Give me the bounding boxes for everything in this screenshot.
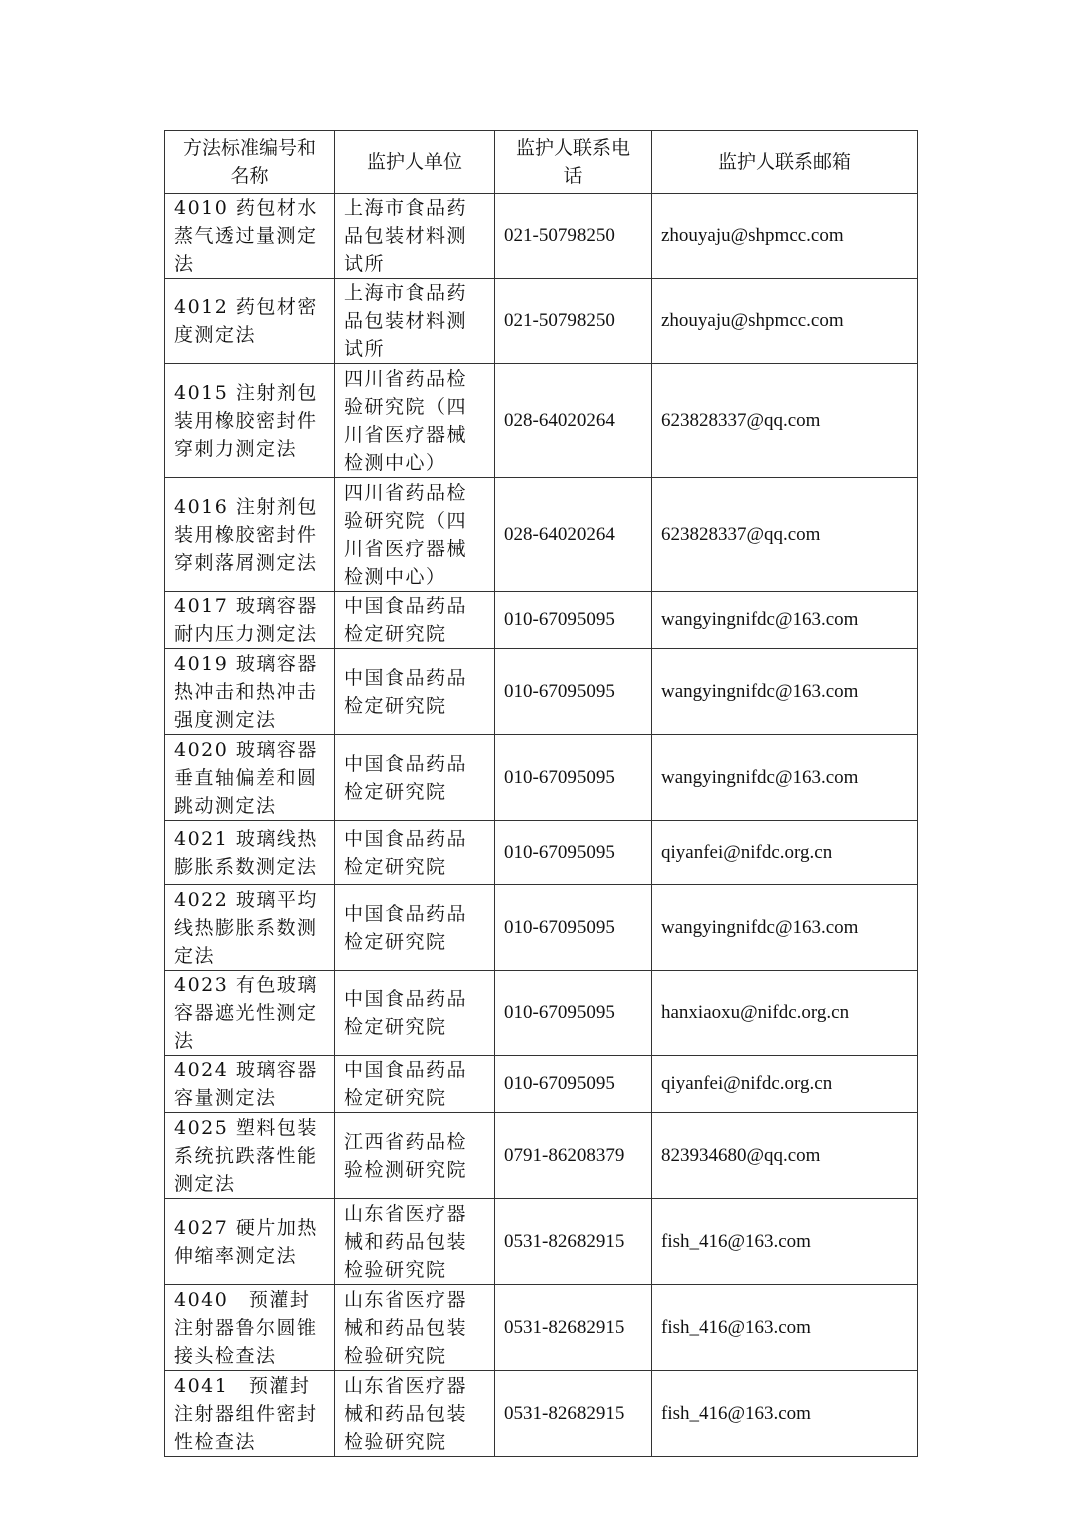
table-row [165,364,918,478]
unit-cell: 山东省医疗器械和药品包装检验研究院 [335,1371,495,1457]
header-method: 方法标准编号和名称 [165,131,335,194]
phone-cell: 028-64020264 [495,478,652,592]
email-cell: qiyanfei@nifdc.org.cn [652,821,918,885]
email-cell: 623828337@qq.com [652,364,918,478]
phone-cell: 010-67095095 [495,592,652,649]
method-cell: 4041 预灌封注射器组件密封性检查法 [165,1371,335,1457]
method-cell: 4016 注射剂包装用橡胶密封件穿刺落屑测定法 [165,478,335,592]
email-cell: wangyingnifdc@163.com [652,649,918,735]
method-cell: 4025 塑料包装系统抗跌落性能测定法 [165,1113,335,1199]
unit-cell: 中国食品药品检定研究院 [335,821,495,885]
table-row [165,1371,918,1457]
unit-cell: 江西省药品检验检测研究院 [335,1113,495,1199]
table-row [165,279,918,364]
email-cell: qiyanfei@nifdc.org.cn [652,1056,918,1113]
phone-cell: 010-67095095 [495,1056,652,1113]
phone-cell: 010-67095095 [495,821,652,885]
unit-cell: 中国食品药品检定研究院 [335,971,495,1056]
method-cell: 4027 硬片加热伸缩率测定法 [165,1199,335,1285]
table-row [165,592,918,649]
contacts-table [164,130,918,1457]
method-cell: 4019 玻璃容器热冲击和热冲击强度测定法 [165,649,335,735]
method-cell: 4024 玻璃容器容量测定法 [165,1056,335,1113]
email-cell: wangyingnifdc@163.com [652,735,918,821]
method-cell: 4022 玻璃平均线热膨胀系数测定法 [165,885,335,971]
phone-cell: 010-67095095 [495,735,652,821]
method-cell: 4023 有色玻璃容器遮光性测定法 [165,971,335,1056]
table-row [165,1199,918,1285]
method-cell: 4017 玻璃容器耐内压力测定法 [165,592,335,649]
header-email: 监护人联系邮箱 [652,131,918,194]
phone-cell: 0531-82682915 [495,1285,652,1371]
unit-cell: 四川省药品检验研究院（四川省医疗器械检测中心） [335,364,495,478]
phone-cell: 0791-86208379 [495,1113,652,1199]
method-cell: 4021 玻璃线热膨胀系数测定法 [165,821,335,885]
method-cell: 4010 药包材水蒸气透过量测定法 [165,194,335,279]
unit-cell: 上海市食品药品包装材料测试所 [335,279,495,364]
table-row [165,735,918,821]
email-cell: wangyingnifdc@163.com [652,592,918,649]
table-row [165,1285,918,1371]
email-cell: fish_416@163.com [652,1199,918,1285]
email-cell: fish_416@163.com [652,1371,918,1457]
table-body [165,194,918,1457]
table-row [165,885,918,971]
unit-cell: 中国食品药品检定研究院 [335,592,495,649]
method-cell: 4012 药包材密度测定法 [165,279,335,364]
method-cell: 4020 玻璃容器垂直轴偏差和圆跳动测定法 [165,735,335,821]
phone-cell: 010-67095095 [495,885,652,971]
table-row [165,194,918,279]
email-cell: 623828337@qq.com [652,478,918,592]
email-cell: fish_416@163.com [652,1285,918,1371]
phone-cell: 0531-82682915 [495,1199,652,1285]
phone-cell: 0531-82682915 [495,1371,652,1457]
email-cell: zhouyaju@shpmcc.com [652,194,918,279]
header-unit: 监护人单位 [335,131,495,194]
email-cell: wangyingnifdc@163.com [652,885,918,971]
email-cell: hanxiaoxu@nifdc.org.cn [652,971,918,1056]
table-row [165,821,918,885]
email-cell: 823934680@qq.com [652,1113,918,1199]
unit-cell: 中国食品药品检定研究院 [335,649,495,735]
phone-cell: 021-50798250 [495,279,652,364]
phone-cell: 010-67095095 [495,971,652,1056]
table-header-row [165,131,918,194]
header-phone: 监护人联系电话 [495,131,652,194]
phone-cell: 010-67095095 [495,649,652,735]
unit-cell: 中国食品药品检定研究院 [335,735,495,821]
email-cell: zhouyaju@shpmcc.com [652,279,918,364]
unit-cell: 四川省药品检验研究院（四川省医疗器械检测中心） [335,478,495,592]
table-row [165,1056,918,1113]
table-row [165,971,918,1056]
method-cell: 4015 注射剂包装用橡胶密封件穿刺力测定法 [165,364,335,478]
unit-cell: 中国食品药品检定研究院 [335,885,495,971]
unit-cell: 山东省医疗器械和药品包装检验研究院 [335,1199,495,1285]
unit-cell: 中国食品药品检定研究院 [335,1056,495,1113]
table-row [165,478,918,592]
table-row [165,649,918,735]
method-cell: 4040 预灌封注射器鲁尔圆锥接头检查法 [165,1285,335,1371]
phone-cell: 021-50798250 [495,194,652,279]
unit-cell: 上海市食品药品包装材料测试所 [335,194,495,279]
table-row [165,1113,918,1199]
phone-cell: 028-64020264 [495,364,652,478]
unit-cell: 山东省医疗器械和药品包装检验研究院 [335,1285,495,1371]
